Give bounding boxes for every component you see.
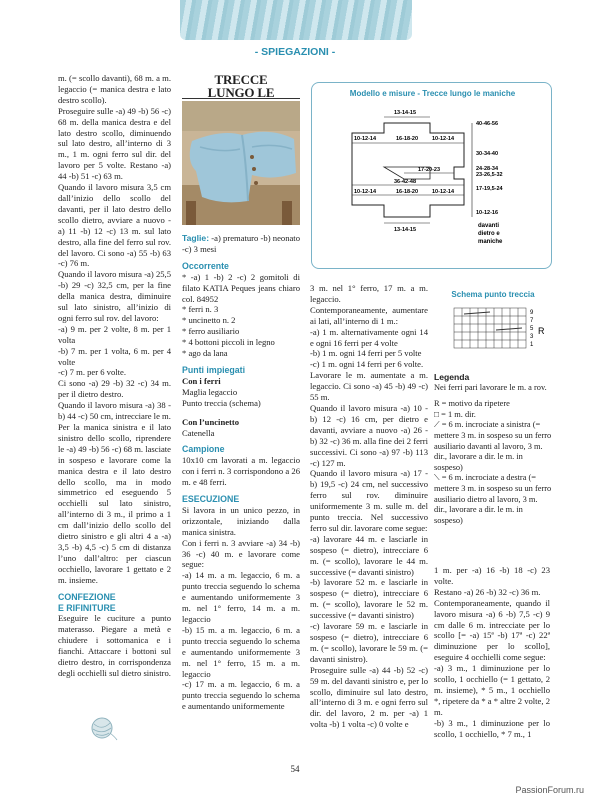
paragraph: Proseguire sulle -a) 49 -b) 56 -c) 68 m. della manica destra e del lato destro scollo, diminuendo sul lato destro, all’interno di 3 m., 1 m. ogni ferro sul dir. del lavoro per 5 volte. Restano -a) 44 -b) 51 -c) 63 m. bbox=[58, 105, 171, 182]
diagram-note: dietro e bbox=[478, 231, 500, 237]
column-2 bbox=[182, 233, 300, 712]
occorrente-item: * ferri n. 3 bbox=[182, 304, 219, 315]
campione-heading: Campione bbox=[182, 444, 225, 455]
paragraph: Restano -a) 26 -b) 32 -c) 36 m. bbox=[434, 586, 541, 597]
repeat-label: R bbox=[538, 326, 545, 336]
occorrente-item: * 4 bottoni piccoli in legno bbox=[182, 337, 275, 348]
dim-label: 16-18-20 bbox=[396, 189, 419, 195]
watermark: PassionForum.ru bbox=[515, 785, 584, 795]
paragraph: 3 m. nel 1° ferro, 17 m. a m. legaccio. bbox=[310, 283, 428, 304]
paragraph: -c) 1 m. ogni 14 ferri per 6 volte. bbox=[310, 359, 424, 370]
paragraph: Lavorare le m. aumentate a m. legaccio. Ci sono -a) 45 -b) 49 -c) 55 m. bbox=[310, 370, 428, 403]
punti-heading: Punti impiegati bbox=[182, 364, 246, 375]
paragraph: Quando il lavoro misura -a) 25,5 -b) 29 -c) 32,5 cm, per la fine della manica destra, diminuire sul lato sinistro, all’inizio di ogni ferro sul rov. del lavoro: bbox=[58, 269, 171, 323]
stitch-chart bbox=[434, 286, 552, 358]
paragraph: Proseguire sulle -a) 44 -b) 52 -c) 59 m. del davanti sinistro e, per lo scollo, diminuire sul lato destro, all’interno di 3 m. e ogni ferro sul dir. del lavoro, 2 m. per -a) 1 volta -b) 1 volta -c) 0 volte e bbox=[310, 664, 428, 730]
section-title: - SPIEGAZIONI - bbox=[254, 46, 336, 58]
occorrente-heading: Occorrente bbox=[182, 260, 229, 271]
row-number: 7 bbox=[530, 318, 534, 324]
diagram-note: davanti bbox=[478, 223, 500, 229]
legend-heading: Legenda bbox=[434, 372, 470, 382]
page-number: 54 bbox=[290, 764, 300, 774]
legend-item: ⟋ = 6 m. incrociate a sinistra (= mettere 3 m. in sospeso su un ferro ausiliario davanti al lavoro, 3 m. dir., lavorare a dir. le m. in sospeso) bbox=[434, 420, 552, 472]
dim-label: 40-46-56 bbox=[476, 121, 499, 127]
paragraph: Per la manica sinistra e il lato sinistro dello scollo, riprendere le -a) 49 -b) 56 -c) 68 m. lasciate in sospeso e lavorare come la manica destra e il lato destro dello scollo, ma in modo simmetrico ed eseguendo 5 occhielli sul lato sinistro, all’interno di 3 m., il primo a 1 cm dall’inizio dello scollo del dietro sinistro e gli altri 4 a -a) 3,5 -b) 4,5 -c) 5 cm di distanza l’uno dall’altro: per ciascun occhiello, lavorare 1 gettato e 2 m. insieme. bbox=[58, 422, 171, 585]
campione-text: 10x10 cm lavorati a m. legaccio con i ferri n. 3 corrispondono a 26 m. e 48 ferri. bbox=[182, 455, 300, 488]
paragraph: -a) 3 m., 1 diminuzione per lo scollo, 1 occhiello (= 1 gettato, 2 m. insieme), * 5 m., 1 occhiello *, ripetere da * a * altre 2 volte, 2 m. bbox=[434, 663, 550, 717]
legend-item: □ = 1 m. dir. bbox=[434, 409, 476, 419]
paragraph: Quando il lavoro misura 3,5 cm dall’inizio dello scollo del davanti, per il lato destro dello scollo dietro, avviare a nuovo -a) 11 -b) 12 -c) 13 m. sul lato destro, alla fine del ferro sul rov. del lavoro. Ci sono -a) 55 -b) 63 -c) 76 m. bbox=[58, 182, 171, 269]
paragraph: -a) lavorare 44 m. e lasciarle in sospeso (= dietro), intrecciare 6 m. (= scollo), lavorare le 44 m. successive (= davanti sinistro) bbox=[310, 533, 428, 577]
header-knit-banner bbox=[180, 0, 412, 40]
diagram-title: Modello e misure - Trecce lungo le maniche bbox=[349, 89, 516, 98]
column-1 bbox=[58, 73, 171, 679]
occorrente-item: * ago da lana bbox=[182, 348, 228, 359]
paragraph: 1 m. per -a) 16 -b) 18 -c) 23 volte. bbox=[434, 565, 550, 586]
occorrente-item: * ferro ausiliario bbox=[182, 326, 240, 337]
column-3 bbox=[310, 283, 428, 730]
occorrente-item: * uncinetto n. 2 bbox=[182, 315, 236, 326]
paragraph: -b) 15 m. a m. legaccio, 6 m. a punto treccia seguendo lo schema e aumentando uniformemente 3 m. nel 1° ferro, 15 m. a m. legaccio bbox=[182, 624, 300, 679]
ferri-item: Punto treccia (schema) bbox=[182, 397, 261, 408]
paragraph: -b) 3 m., 1 diminuzione per lo scollo, 1 occhiello, * 7 m., 1 bbox=[434, 717, 550, 739]
dim-label: 10-12-14 bbox=[432, 136, 455, 142]
legend bbox=[434, 372, 552, 526]
dim-label: 17-20-23 bbox=[418, 167, 441, 173]
paragraph: -a) 14 m. a m. legaccio, 6 m. a punto treccia seguendo lo schema e aumentando uniformemente 3 m. nel 1° ferro, 14 m. a m. legaccio bbox=[182, 570, 300, 624]
dim-label: 16-18-20 bbox=[396, 136, 419, 142]
paragraph: -c) 7 m. per 6 volte. bbox=[58, 367, 127, 378]
column-4 bbox=[434, 565, 550, 740]
dim-label: 30-34-40 bbox=[476, 151, 499, 157]
dim-label: 17-19,5-24 bbox=[476, 186, 503, 192]
paragraph: Contemporaneamente, quando il lavoro misura -a) 6 -b) 7,5 -c) 9 cm dalle 6 m. intrecciate per lo scollo [= -a) 15ª -b) 17ª -c) 22ª diminuzione per lo scollo], eseguire 4 occhielli come segue: bbox=[434, 597, 550, 663]
dim-label: 10-12-14 bbox=[354, 189, 377, 195]
dim-label: 24-28-34 bbox=[476, 166, 499, 172]
paragraph: -b) 1 m. ogni 14 ferri per 5 volte bbox=[310, 348, 422, 359]
paragraph: Con i ferri n. 3 avviare -a) 34 -b) 36 -c) 40 m. e lavorare come segue: bbox=[182, 537, 300, 570]
paragraph: -a) 1 m. alternativamente ogni 14 e ogni 16 ferri per 4 volte bbox=[310, 326, 428, 348]
legend-intro: Nei ferri pari lavorare le m. a rov. bbox=[434, 382, 547, 392]
chart-grid bbox=[434, 286, 552, 358]
yarn-ball-icon bbox=[88, 715, 118, 741]
product-photo bbox=[182, 101, 300, 225]
paragraph: Quando il lavoro misura -a) 10 -b) 12 -c) 16 cm, per dietro e davanti, avviare a nuovo -a) 26 -b) 32 -c) 36 m. alla fine dei 2 ferri successivi. Ci sono -a) 97 -b) 113 -c) 127 m. bbox=[310, 402, 428, 468]
paragraph: -c) lavorare 59 m. e lasciarle in sospeso (= dietro), intrecciare 6 m. (= scollo), lavorare le 59 m. (= davanti sinistro). bbox=[310, 621, 428, 664]
dim-label: 13-14-15 bbox=[394, 110, 417, 116]
garment-schematic bbox=[312, 83, 553, 270]
dim-label: 10-12-14 bbox=[432, 189, 455, 195]
row-number: 9 bbox=[530, 310, 534, 316]
paragraph: Quando il lavoro misura -a) 38 -b) 44 -c) 50 cm, intrecciare le m. bbox=[58, 400, 171, 422]
confezione-text: Eseguire le cuciture a punto materasso. Piegare a metà e chiudere i sottomanica e i fianchi. Attaccare i bottoni sul dietro destro, in corrispondenza degli occhielli sul dietro sinistro. bbox=[58, 613, 171, 678]
dim-label: 13-14-15 bbox=[394, 227, 417, 233]
confezione-heading: CONFEZIONE E RIFINITURE bbox=[58, 591, 116, 613]
dim-label: 36-42-48 bbox=[394, 179, 417, 185]
paragraph: Quando il lavoro misura -a) 17 -b) 19,5 -c) 24 cm, nel successivo ferro sul rov. diminuire uniformemente 3 m. sulle m. del punto treccia. Nel successivo ferro sul dir. lavorare come segue: bbox=[310, 468, 428, 533]
uncinetto-item: Catenella bbox=[182, 427, 215, 438]
measurements-diagram bbox=[311, 82, 552, 269]
paragraph: m. (= scollo davanti), 68 m. a m. legaccio (= manica destra e lato destro scollo). bbox=[58, 73, 171, 105]
esecuzione-heading: ESECUZIONE bbox=[182, 494, 240, 505]
dim-label: 10-12-14 bbox=[354, 136, 377, 142]
paragraph: Si lavora in un unico pezzo, in orizzontale, iniziando dalla manica sinistra. bbox=[182, 504, 300, 537]
row-number: 3 bbox=[530, 334, 534, 340]
cross-right-icon: ⟍ bbox=[434, 473, 440, 483]
dim-label: 10-12-16 bbox=[476, 210, 499, 216]
ferri-label: Con i ferri bbox=[182, 375, 221, 386]
paragraph: -b) 7 m. per 1 volta, 6 m. per 4 volte bbox=[58, 345, 171, 367]
schema-title: Schema punto treccia bbox=[451, 290, 535, 299]
diagram-note: maniche bbox=[478, 239, 503, 245]
paragraph: -b) lavorare 52 m. e lasciarle in sospeso (= dietro), intrecciare 6 m. (= scollo), lavorare le 52 m. successive (= davanti sinistro) bbox=[310, 577, 428, 621]
paragraph: -a) 9 m. per 2 volte, 8 m. per 1 volta bbox=[58, 323, 171, 345]
cross-left-icon: ⟋ bbox=[434, 420, 440, 430]
uncinetto-label: Con l’uncinetto bbox=[182, 416, 240, 427]
title-rule bbox=[182, 98, 300, 99]
legend-item: ⟍ = 6 m. incrociate a destra (= mettere 3 m. in sospeso su un ferro ausiliario dietro al lavoro, 3 m. dir., lavorare a dir. le m. in sospeso) bbox=[434, 473, 552, 525]
row-number: 1 bbox=[530, 342, 534, 348]
pattern-title: TRECCE LUNGO LE bbox=[207, 72, 275, 100]
occorrente-item: * -a) 1 -b) 2 -c) 2 gomitoli di filato KATIA Peques jeans chiaro col. 84952 bbox=[182, 271, 300, 304]
legend-item: R = motivo da ripetere bbox=[434, 399, 510, 409]
taglie: Taglie: -a) prematuro -b) neonato -c) 3 mesi bbox=[182, 233, 300, 254]
paragraph: Ci sono -a) 29 -b) 32 -c) 34 m. per il dietro destro. bbox=[58, 378, 171, 400]
row-number: 5 bbox=[530, 326, 534, 332]
paragraph: Contemporaneamente, aumentare ai lati, all’interno di 1 m.: bbox=[310, 304, 428, 326]
ferri-item: Maglia legaccio bbox=[182, 386, 238, 397]
paragraph: -c) 17 m. a m. legaccio, 6 m. a punto treccia seguendo lo schema e aumentando uniformemente bbox=[182, 679, 300, 712]
dim-label: 23-26,5-32 bbox=[476, 172, 503, 178]
